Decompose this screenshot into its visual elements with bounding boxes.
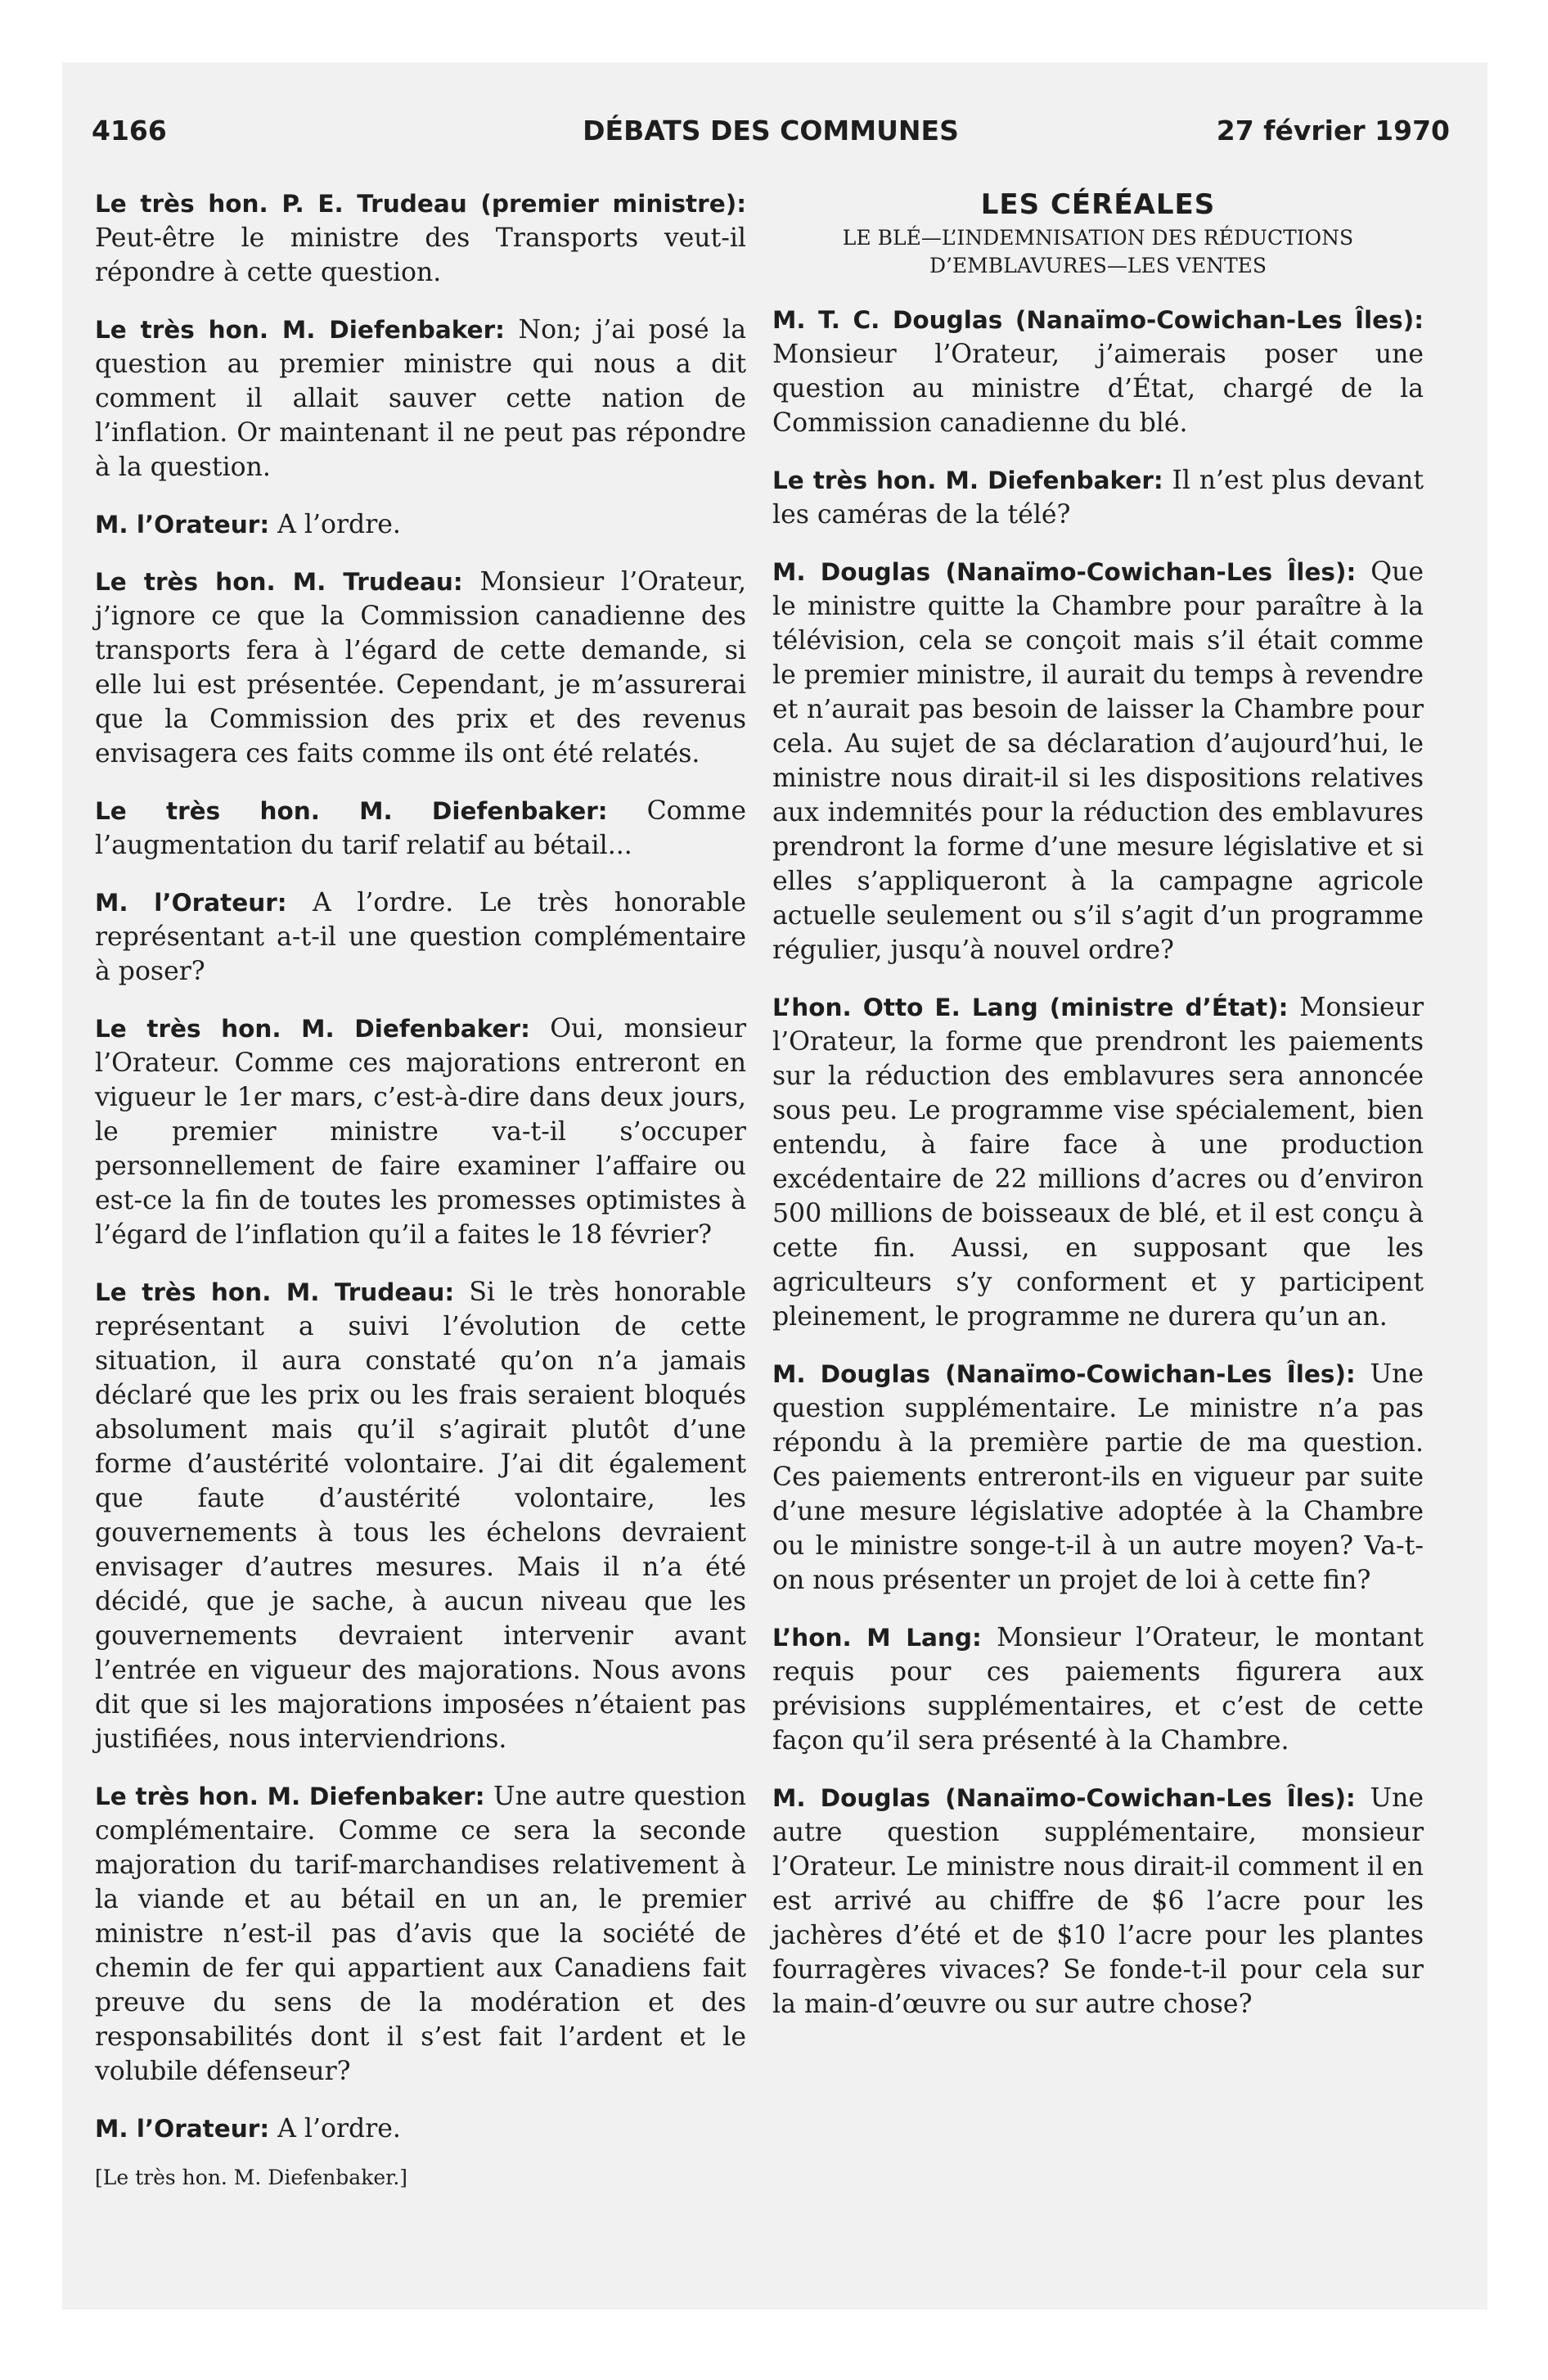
paragraph	[95, 886, 746, 989]
speech-text: A l’ordre. Le très honorable représentant a-t-il une question complémentaire à poser?	[95, 888, 747, 986]
page-header	[92, 115, 1450, 156]
paragraph	[772, 990, 1424, 1334]
speaker-name: M. T. C. Douglas (Nanaïmo-Cowichan-Les Îles):	[772, 306, 1424, 334]
speech-text: Il n’est plus devant les caméras de la télé?	[772, 466, 1424, 530]
speech-text: Non; j’ai posé la question au premier ministre qui nous a dit comment il allait sauver cette nation de l’inflation. Or maintenant il ne peut pas répondre à la question.	[95, 315, 747, 482]
page-date: 27 février 1970	[1216, 115, 1450, 146]
speech-text: Que le ministre quitte la Chambre pour paraître à la télévision, cela se conçoit mais s’il était comme le premier ministre, il aurait du temps à revendre et n’aurait pas besoin de laisser la Chambre pour cela. Au sujet de sa déclaration d’aujourd’hui, le ministre nous dirait-il si les dispositions relatives aux indemnités pour la réduction des emblavures prendront la forme d’une mesure législative et si elles s’appliqueront à la campagne agricole actuelle seulement ou s’il s’agit d’un programme régulier, jusqu’à nouvel ordre?	[772, 557, 1424, 965]
page-header-title: DÉBATS DES COMMUNES	[583, 115, 959, 146]
speech-text: A l’ordre.	[277, 2114, 401, 2143]
paragraph	[772, 555, 1424, 967]
speaker-name: Le très hon. M. Diefenbaker:	[95, 316, 505, 344]
paragraph	[772, 463, 1424, 532]
page-number: 4166	[92, 115, 167, 146]
section-title: LES CÉRÉALES	[980, 188, 1216, 221]
section-subtitle	[772, 224, 1424, 280]
section-subtitle-line: D’EMBLAVURES—LES VENTES	[929, 254, 1267, 277]
speech-text: Monsieur l’Orateur, la forme que prendront les paiements sur la réduction des emblavures sera annoncée sous peu. Le programme vise spécialement, bien entendu, à faire face à une production excédentaire de 22 millions d’acres ou d’environ 500 millions de boisseaux de blé, et il est conçu à cette fin. Aussi, en supposant que les agriculteurs s’y conforment et y participent pleinement, le programme ne durera qu’un an.	[772, 993, 1424, 1332]
speech-text: Comme l’augmentation du tarif relatif au bétail...	[95, 796, 747, 860]
paragraph	[95, 507, 746, 542]
speech-text: Une autre question supplémentaire, monsieur l’Orateur. Le ministre nous dirait-il comment il en est arrivé au chiffre de $6 l’acre pour les jachères d’été et de $10 l’acre pour les plantes fourragères vivaces? Se fonde-t-il pour cela sur la main-d’œuvre ou sur autre chose?	[772, 1783, 1424, 2019]
speech-text: Monsieur l’Orateur, j’aimerais poser une question au ministre d’État, chargé de la Commission canadienne du blé.	[772, 340, 1424, 438]
paragraph	[95, 1012, 746, 1252]
speaker-name: M. l’Orateur:	[95, 2115, 270, 2143]
speaker-name: M. Douglas (Nanaïmo-Cowichan-Les Îles):	[772, 558, 1357, 586]
paragraph	[95, 187, 746, 290]
paragraph	[772, 1357, 1424, 1598]
speaker-name: Le très hon. M. Trudeau:	[95, 568, 463, 596]
speaker-name: M. Douglas (Nanaïmo-Cowichan-Les Îles):	[772, 1784, 1356, 1812]
paragraph	[772, 303, 1424, 440]
speech-text: A l’ordre.	[277, 510, 401, 539]
paragraph	[95, 1275, 746, 1756]
speaker-name: Le très hon. M. Diefenbaker:	[95, 1783, 485, 1810]
speech-text: Monsieur l’Orateur, j’ignore ce que la Commission canadienne des transports fera à l’égard de cette demande, si elle lui est présentée. Cependant, je m’assurerai que la Commission des prix et des revenus envisagera ces faits comme ils ont été relatés.	[95, 567, 746, 769]
paragraph	[772, 1620, 1424, 1758]
speaker-name: Le très hon. M. Trudeau:	[95, 1278, 455, 1306]
speech-text: Une autre question complémentaire. Comme ce sera la seconde majoration du tarif-marchandises relativement à la viande et au bétail en un an, le premier ministre n’est-il pas d’avis que la société de chemin de fer qui appartient aux Canadiens fait preuve du sens de la modération et des responsabilités dont il s’est fait l’ardent et le volubile défenseur?	[95, 1782, 747, 2086]
speech-text: Peut-être le ministre des Transports veut-il répondre à cette question.	[95, 223, 746, 287]
speaker-name: Le très hon. M. Diefenbaker:	[95, 1015, 530, 1043]
left-column	[95, 187, 746, 2192]
speaker-footnote: [Le très hon. M. Diefenbaker.]	[95, 2166, 408, 2189]
paragraph	[95, 794, 746, 863]
speaker-name: M. l’Orateur:	[95, 889, 287, 917]
speaker-name: Le très hon. M. Diefenbaker:	[772, 467, 1163, 494]
speaker-name: L’hon. Otto E. Lang (ministre d’État):	[772, 994, 1289, 1021]
paragraph	[95, 1779, 746, 2089]
speech-text: Une question supplémentaire. Le ministre n’a pas répondu à la première partie de ma question. Ces paiements entreront-ils en vigueur par suite d’une mesure législative adoptée à la Chambre ou le ministre songe-t-il à un autre moyen? Va-t-on nous présenter un projet de loi à cette fin?	[772, 1359, 1424, 1595]
paragraph	[95, 565, 746, 771]
paragraph	[772, 1781, 1424, 2022]
speaker-name: L’hon. M Lang:	[772, 1624, 982, 1652]
speech-text: Monsieur l’Orateur, le montant requis pour ces paiements figurera aux prévisions supplémentaires, et c’est de cette façon qu’il sera présenté à la Chambre.	[772, 1623, 1424, 1756]
right-column	[772, 187, 1424, 2044]
speaker-name: Le très hon. M. Diefenbaker:	[95, 797, 608, 825]
speaker-name: M. l’Orateur:	[95, 511, 270, 539]
speaker-name: M. Douglas (Nanaïmo-Cowichan-Les Îles):	[772, 1360, 1356, 1388]
paragraph	[95, 2112, 746, 2146]
paragraph	[95, 313, 746, 485]
speech-text: Oui, monsieur l’Orateur. Comme ces majorations entreront en vigueur le 1er mars, c’est-à-dire dans deux jours, le premier ministre va-t-il s’occuper personnellement de faire examiner l’affaire ou est-ce la fin de toutes les promesses optimistes à l’égard de l’inflation qu’il a faites le 18 février?	[95, 1014, 747, 1250]
section-subtitle-line: LE BLÉ—L’INDEMNISATION DES RÉDUCTIONS	[842, 226, 1354, 250]
speech-text: Si le très honorable représentant a suivi l’évolution de cette situation, il aura constaté qu’on n’a jamais déclaré que les prix ou les frais seraient bloqués absolument mais qu’il s’agirait plutôt d’une forme d’austérité volontaire. J’ai dit également que faute d’austérité volontaire, les gouvernements à tous les échelons devraient envisager d’autres mesures. Mais il n’a été décidé, que je sache, à aucun niveau que les gouvernements devraient intervenir avant l’entrée en vigueur des majorations. Nous avons dit que si les majorations imposées n’étaient pas justifiées, nous interviendrions.	[95, 1278, 747, 1754]
speaker-name: Le très hon. P. E. Trudeau (premier ministre):	[95, 190, 746, 218]
